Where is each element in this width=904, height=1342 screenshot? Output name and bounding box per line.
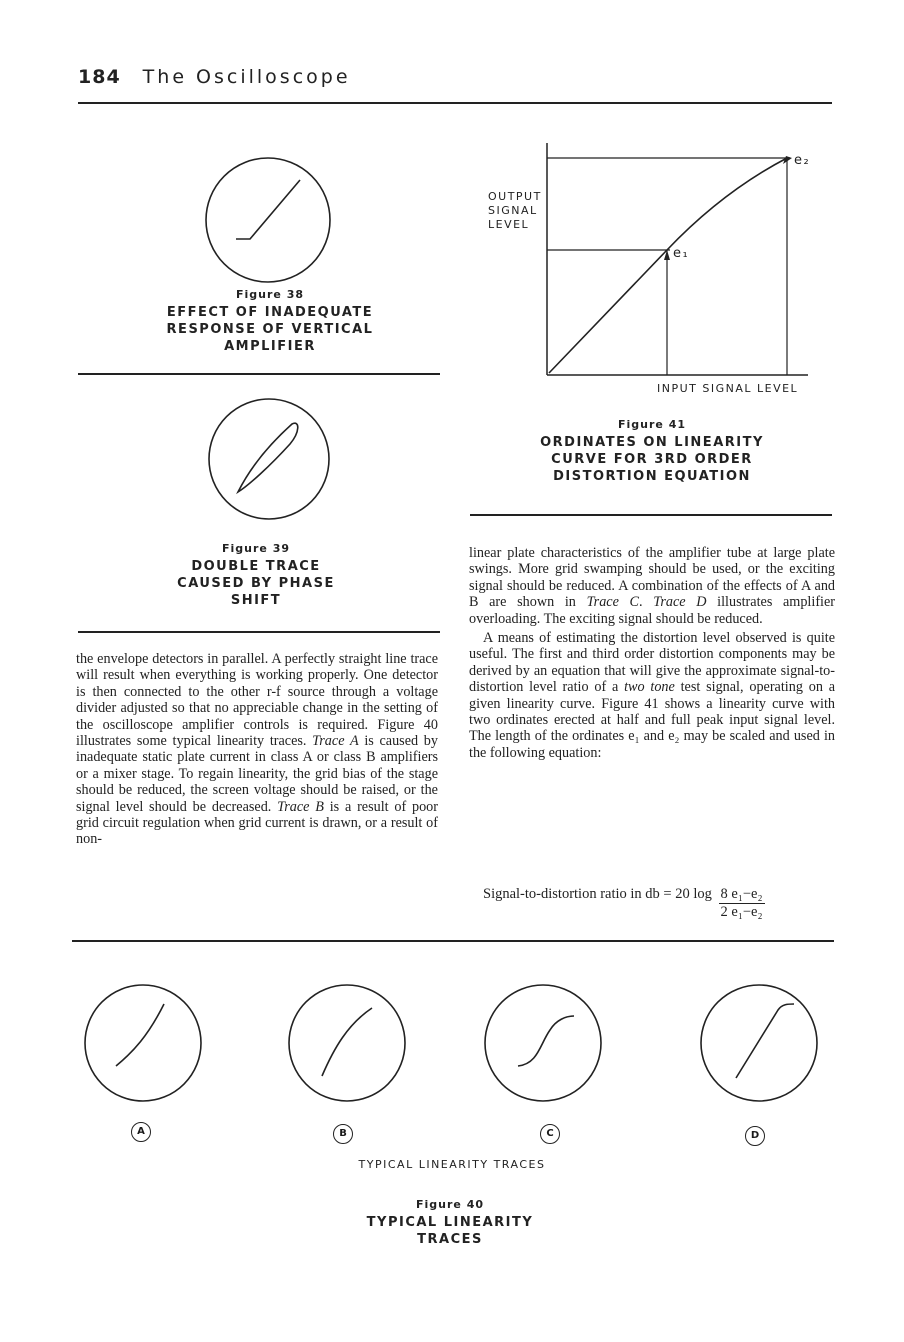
- trace-curve: [236, 180, 300, 239]
- figure39-rule: [78, 631, 440, 633]
- distortion-formula: [483, 886, 765, 921]
- text-run: test signal, operating on a given linearity curve. Figure 41 shows a linearity curve with two ordinates erected at half and full peak input signal level. The length of the ordinates e₁ and e₂ may be scaled and used in the following equation:: [469, 679, 836, 761]
- formula-denominator: 2 e₁−e₂: [720, 904, 763, 920]
- figure-number: Figure 40: [415, 1198, 484, 1211]
- figure-number: Figure 41: [617, 418, 686, 431]
- two-tone-emphasis: two tone: [624, 679, 675, 696]
- y-axis-label: [488, 190, 542, 232]
- formula-lhs: Signal-to-distortion ratio in db = 20 log: [483, 886, 712, 902]
- y-label-line: OUTPUT: [488, 190, 542, 203]
- trace-curve: [736, 1004, 794, 1078]
- figure39-caption: [106, 542, 406, 609]
- figure38-rule: [78, 373, 440, 375]
- trace-a-ref: Trace A: [312, 733, 359, 750]
- trace-curve: [518, 1016, 574, 1066]
- header-rule: [78, 102, 832, 104]
- e2-label: e₂: [794, 153, 811, 168]
- text-run: the envelope detectors in parallel. A perfectly straight line trace will result when everything is working properly. One detector is then connected to the other r-f source through a voltage divider adjusted so that no appreciable change in the setting of the oscilloscope amplifier controls is required. Figure 40 illustrates some typical linearity traces.: [76, 651, 438, 750]
- scope-screen: [206, 158, 330, 282]
- trace-label-b: B: [333, 1124, 353, 1144]
- figure40-trace-b: [282, 978, 412, 1108]
- text-run: is a result of poor grid circuit regulation when grid current is drawn, or a result of non-: [76, 798, 439, 848]
- trace-d-ref: Trace D: [653, 594, 707, 611]
- figure-title: TYPICAL LINEARITY TRACES: [366, 1215, 534, 1247]
- e1-label: e₁: [673, 246, 690, 261]
- figure38-caption: [120, 288, 420, 355]
- formula-numerator: 8 e₁−e₂: [720, 886, 763, 902]
- left-column-text: [76, 651, 438, 848]
- figure-number: Figure 39: [221, 542, 290, 555]
- page-number: 184: [78, 66, 121, 88]
- figure-title: ORDINATES ON LINEARITY CURVE FOR 3RD ORDER DISTORTION EQUATION: [540, 435, 764, 484]
- trace-c-ref: Trace C: [586, 594, 640, 611]
- trace-loop: [238, 423, 298, 492]
- trace-curve: [116, 1004, 164, 1066]
- figure39-scope: [204, 394, 334, 524]
- figure41-rule: [470, 514, 832, 516]
- figure38-scope: [200, 152, 336, 288]
- figure40-trace-a: [78, 978, 208, 1108]
- running-title: The Oscilloscope: [142, 66, 351, 88]
- right-column-text: [469, 545, 835, 761]
- scope-screen: [209, 399, 329, 519]
- figure40-trace-d: [694, 978, 824, 1108]
- text-run: linear plate characteristics of the amplifier tube at large plate swings. More grid swamping should be used, or the exciting signal should be reduced. A combination of the effects of A and B are shown in: [469, 545, 835, 611]
- x-axis-label: INPUT SIGNAL LEVEL: [657, 382, 799, 395]
- scope-screen: [701, 985, 817, 1101]
- figure40-trace-c: [478, 978, 608, 1108]
- trace-label-c: C: [540, 1124, 560, 1144]
- scope-screen: [85, 985, 201, 1101]
- text-run: illustrates amplifier overloading. The exciting signal should be reduced.: [469, 594, 836, 627]
- running-header: [78, 66, 351, 88]
- paragraph: [469, 545, 835, 627]
- figure-title: DOUBLE TRACE CAUSED BY PHASE SHIFT: [177, 559, 335, 608]
- figure40-caption: [300, 1198, 600, 1248]
- figure-title: EFFECT OF INADEQUATE RESPONSE OF VERTICAL AMPLIFIER: [166, 305, 374, 354]
- text-run: .: [639, 594, 654, 611]
- trace-label-d: D: [745, 1126, 765, 1146]
- figure41-caption: [502, 418, 802, 485]
- y-label-line: LEVEL: [488, 218, 530, 231]
- text-run: A means of estimating the distortion level observed is quite useful. The first and third order distortion components may be derived by an equation that will give the approximate signal-to-distortion level ratio of a: [469, 630, 835, 696]
- formula-fraction: [719, 886, 765, 921]
- paragraph: [76, 651, 438, 848]
- trace-label-a: A: [131, 1122, 151, 1142]
- figure40-subtitle: TYPICAL LINEARITY TRACES: [358, 1158, 546, 1171]
- scope-screen: [289, 985, 405, 1101]
- paragraph: [469, 630, 835, 761]
- text-run: is caused by inadequate static plate current in class A or class B amplifiers or a mixer stage. To regain linearity, the grid bias of the stage should be reduced, the screen voltage should be raised, or the signal level should be decreased.: [76, 733, 438, 815]
- trace-b-ref: Trace B: [277, 798, 324, 815]
- linearity-curve: [549, 158, 787, 373]
- y-label-line: SIGNAL: [488, 204, 538, 217]
- figure40-top-rule: [72, 940, 834, 942]
- figure-number: Figure 38: [235, 288, 304, 301]
- trace-curve: [322, 1008, 372, 1076]
